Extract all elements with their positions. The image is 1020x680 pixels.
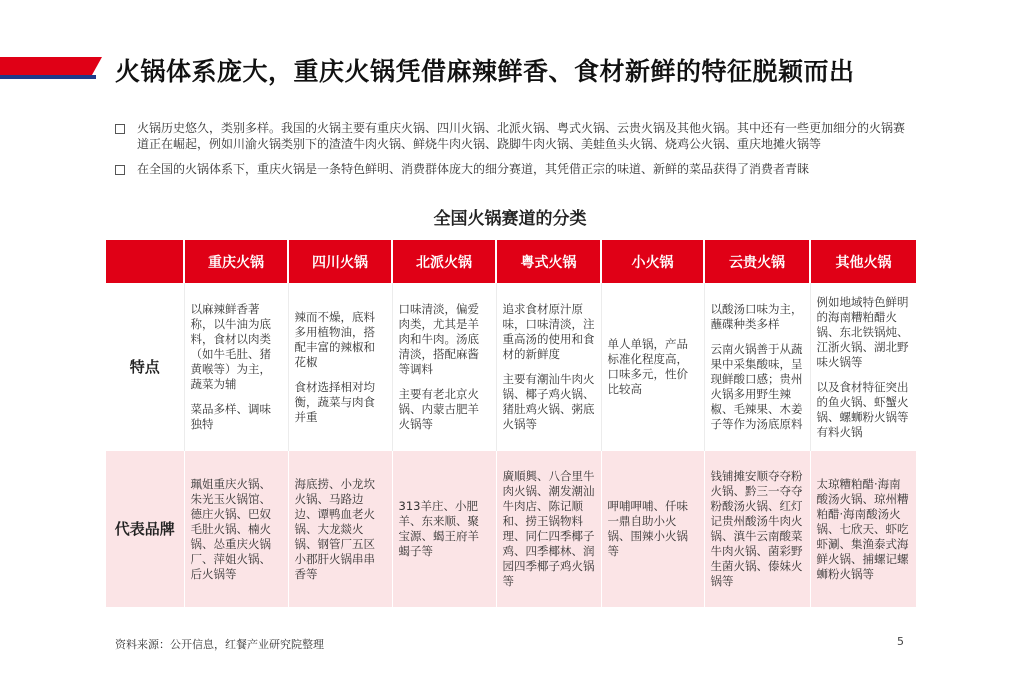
cell-paragraph: 单人单锅，产品标准化程度高，口味多元，性价比较高 — [607, 337, 688, 396]
square-bullet-icon — [115, 124, 125, 134]
table-cell — [288, 283, 392, 451]
bullet-text: 火锅历史悠久，类别多样。我国的火锅主要有重庆火锅、四川火锅、北派火锅、粤式火锅、云贵火锅及其他火锅。其中还有一些更加细分的火锅赛道正在崛起，例如川渝火锅类别下的渣渣牛肉火锅、鲜烧牛肉火锅、跷脚牛肉火锅、美蛙鱼头火锅、烧鸡公火锅、重庆地摊火锅等 — [137, 121, 906, 151]
cell-paragraph: 以及食材特征突出的鱼火锅、虾蟹火锅、螺蛳粉火锅等有料火锅 — [816, 379, 909, 439]
table-cell — [810, 283, 916, 451]
column-header: 北派火锅 — [392, 240, 496, 283]
table-cell — [392, 283, 496, 451]
table-cell — [496, 451, 601, 607]
page-title: 火锅体系庞大，重庆火锅凭借麻辣鲜香、食材新鲜的特征脱颖而出 — [115, 57, 855, 86]
table-cell — [184, 283, 288, 451]
table-cell — [496, 283, 601, 451]
cell-paragraph: 例如地域特色鲜明的海南糟粕醋火锅、东北铁锅炖、江浙火锅、湖北野味火锅等 — [816, 294, 909, 369]
table-cell — [704, 283, 810, 451]
cell-paragraph: 主要有老北京火锅、内蒙古肥羊火锅等 — [398, 387, 479, 431]
table-cell — [601, 283, 704, 451]
cell-paragraph: 主要有潮汕牛肉火锅、椰子鸡火锅、猪肚鸡火锅、粥底火锅等 — [502, 372, 595, 431]
column-header: 重庆火锅 — [184, 240, 288, 283]
column-header: 粤式火锅 — [496, 240, 601, 283]
bullet-text: 在全国的火锅体系下，重庆火锅是一条特色鲜明、消费群体庞大的细分赛道，其凭借正宗的味道、新鲜的菜品获得了消费者青睐 — [137, 162, 810, 176]
table-cell — [392, 451, 496, 607]
cell-paragraph: 呷哺呷哺、仟味一鼎自助小火锅、围辣小火锅等 — [607, 499, 688, 558]
cell-paragraph: 313羊庄、小肥羊、东来顺、聚宝源、蝎王府羊蝎子等 — [398, 499, 479, 558]
cell-paragraph: 珮姐重庆火锅、朱光玉火锅馆、德庄火锅、巴奴毛肚火锅、楠火锅、怂重庆火锅厂、萍姐火锅、后火锅等 — [190, 476, 271, 581]
square-bullet-icon — [115, 165, 125, 175]
cell-paragraph: 以酸汤口味为主，蘸碟种类多样 — [710, 302, 803, 331]
cell-paragraph: 口味清淡，偏爱肉类，尤其是羊肉和牛肉。汤底清淡，搭配麻酱等调料 — [398, 302, 479, 376]
table-row-brands — [106, 451, 916, 607]
table-corner-cell — [106, 240, 184, 283]
column-header: 其他火锅 — [810, 240, 916, 283]
bullet-item — [115, 120, 905, 152]
title-accent-stripe — [0, 75, 96, 79]
cell-paragraph: 以麻辣鲜香著称，以牛油为底料，食材以肉类（如牛毛肚、猪黄喉等）为主，蔬菜为辅 — [190, 302, 271, 391]
page-number: 5 — [897, 635, 904, 648]
cell-paragraph: 太琼糟粕醋·海南酸汤火锅、琼州糟粕醋·海南酸汤火锅、七欣天、虾吃虾涮、集渔泰式海鲜火锅、捕螺记螺蛳粉火锅等 — [816, 476, 909, 581]
cell-paragraph: 追求食材原汁原味，口味清淡，注重高汤的使用和食材的新鲜度 — [502, 302, 595, 361]
source-note: 资料来源：公开信息，红餐产业研究院整理 — [115, 638, 324, 651]
cell-paragraph: 廣順興、八合里牛肉火锅、潮发潮汕牛肉店、陈记顺和、捞王锅物料理、同仁四季椰子鸡、四季椰林、润园四季椰子鸡火锅等 — [502, 469, 595, 588]
row-header: 特点 — [106, 283, 184, 451]
cell-paragraph: 辣而不燥，底料多用植物油，搭配丰富的辣椒和花椒 — [294, 309, 375, 369]
table-cell — [810, 451, 916, 607]
hotpot-category-table — [106, 240, 916, 607]
table-cell — [601, 451, 704, 607]
table-row-features — [106, 283, 916, 451]
table-cell — [184, 451, 288, 607]
cell-paragraph: 食材选择相对均衡，蔬菜与肉食并重 — [294, 379, 375, 424]
table-cell — [288, 451, 392, 607]
column-header: 云贵火锅 — [704, 240, 810, 283]
column-header: 四川火锅 — [288, 240, 392, 283]
table-header-row — [106, 240, 916, 283]
bullet-list — [115, 120, 905, 186]
cell-paragraph: 钱铺摊安顺夺夺粉火锅、黔三一夺夺粉酸汤火锅、红灯记贵州酸汤牛肉火锅、滇牛云南酸菜牛肉火锅、菌彩野生菌火锅、傣妹火锅等 — [710, 469, 803, 588]
table-cell — [704, 451, 810, 607]
bullet-item — [115, 161, 905, 177]
cell-paragraph: 菜品多样、调味独特 — [190, 402, 271, 431]
cell-paragraph: 云南火锅善于从蔬果中采集酸味，呈现鲜酸口感；贵州火锅多用野生辣椒、毛辣果、木姜子等作为汤底原料 — [710, 342, 803, 431]
row-header: 代表品牌 — [106, 451, 184, 607]
column-header: 小火锅 — [601, 240, 704, 283]
table-title: 全国火锅赛道的分类 — [433, 209, 587, 229]
cell-paragraph: 海底捞、小龙坎火锅、马路边边、谭鸭血老火锅、大龙燚火锅、钢管厂五区小郡肝火锅串串香等 — [294, 476, 375, 581]
